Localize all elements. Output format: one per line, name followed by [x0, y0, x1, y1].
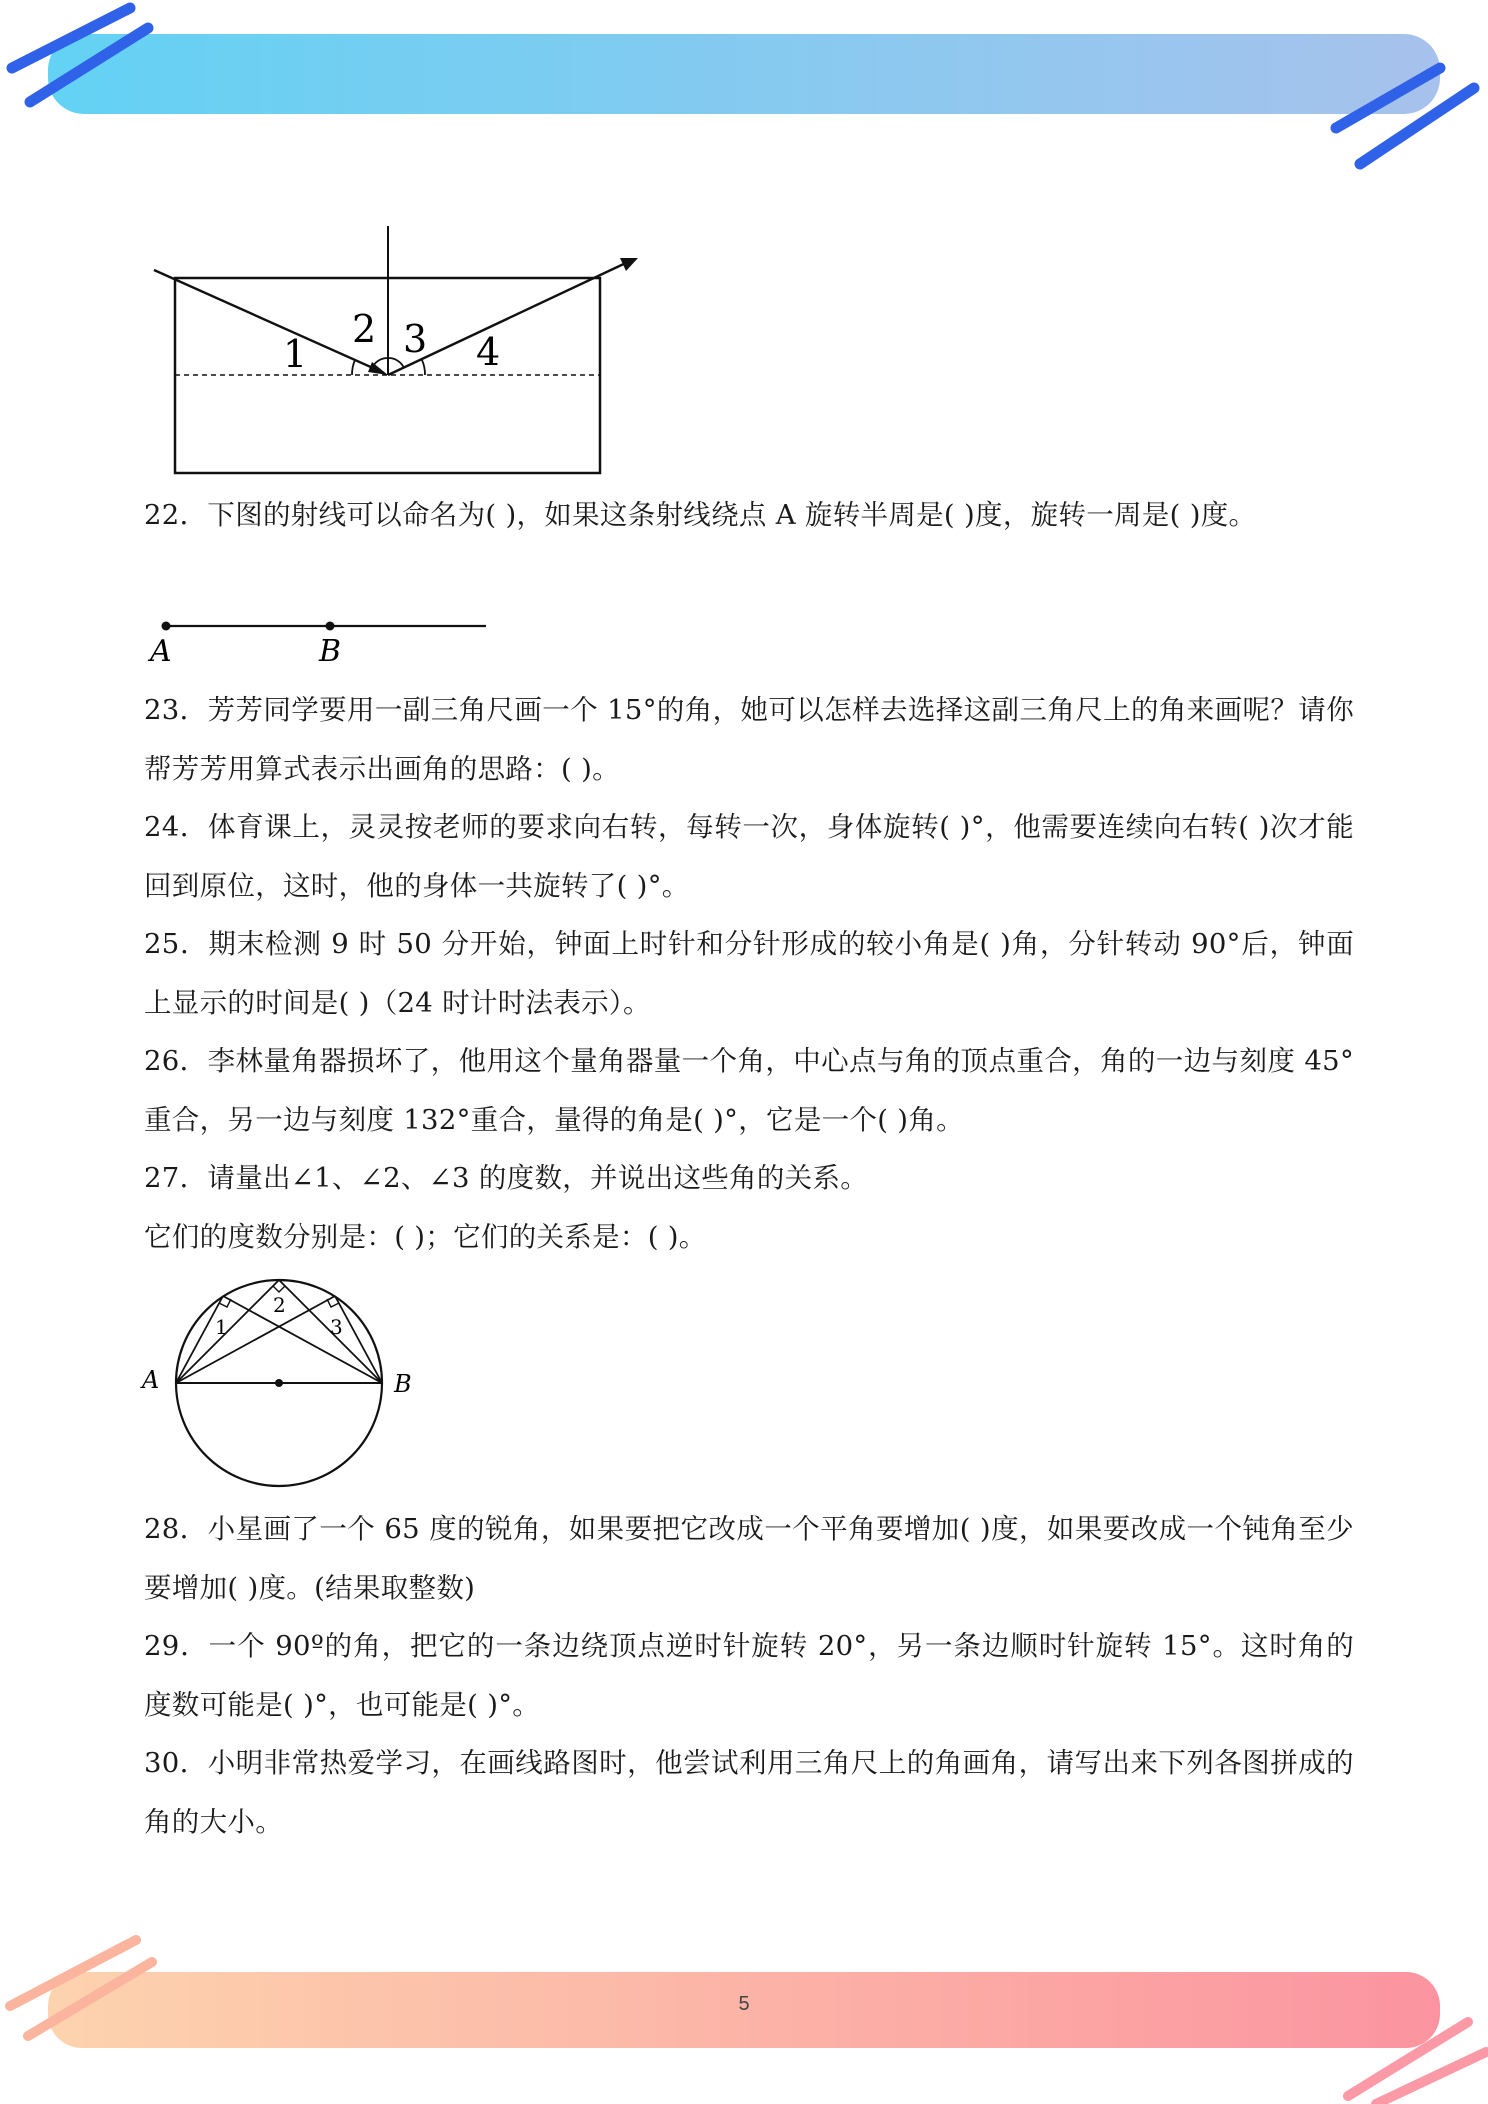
- point-b-dot: [326, 622, 335, 631]
- label-point-a: A: [150, 634, 172, 669]
- question-27-answer: 它们的度数分别是：( )；它们的关系是：( )。: [144, 1221, 707, 1253]
- header-band: [12, 8, 1474, 164]
- arc-angle-3: [388, 358, 404, 368]
- point-a-dot: [162, 622, 171, 631]
- question-28: 28．小星画了一个 65 度的锐角，如果要把它改成一个平角要增加( )度，如果要改成一个钝角至少要增加( )度。(结果取整数): [144, 1513, 1354, 1604]
- question-23: 23．芳芳同学要用一副三角尺画一个 15°的角，她可以怎样去选择这副三角尺上的角来画呢？请你帮芳芳用算式表示出画角的思路：( )。: [144, 694, 1354, 785]
- page-number: 5: [738, 1993, 750, 2015]
- question-30: 30．小明非常热爱学习，在画线路图时，他尝试利用三角尺上的角画角，请写出来下列各图拼成的角的大小。: [144, 1747, 1354, 1838]
- label-angle-1: 1: [283, 332, 308, 376]
- footer-band: [10, 1940, 1486, 2104]
- question-22: 22．下图的射线可以命名为( )，如果这条射线绕点 A 旋转半周是( )度，旋转一周是( )度。: [144, 499, 1257, 531]
- question-24: 24．体育课上，灵灵按老师的要求向右转，每转一次，身体旋转( )°，他需要连续向右转( )次才能回到原位，这时，他的身体一共旋转了( )°。: [144, 811, 1354, 902]
- label-angle-1: 1: [215, 1315, 228, 1339]
- label-angle-2: 2: [273, 1293, 286, 1317]
- circle-diagram: [138, 1272, 428, 1492]
- reflection-diagram: [140, 218, 660, 478]
- question-27: 27．请量出∠1、∠2、∠3 的度数，并说出这些角的关系。: [144, 1162, 869, 1194]
- question-26: 26．李林量角器损坏了，他用这个量角器量一个角，中心点与角的顶点重合，角的一边与刻度 45°重合，另一边与刻度 132°重合，量得的角是( )°，它是一个( )角。: [144, 1045, 1354, 1136]
- label-angle-3: 3: [330, 1315, 343, 1339]
- label-point-a: A: [142, 1366, 160, 1394]
- label-point-b: B: [319, 634, 342, 669]
- incident-ray: [154, 270, 384, 373]
- ray-diagram: [140, 606, 500, 670]
- question-25: 25．期末检测 9 时 50 分开始，钟面上时针和分针形成的较小角是( )角，分针转动 90°后，钟面上显示的时间是( )（24 时计时法表示）。: [144, 928, 1354, 1019]
- incident-arrowhead: [368, 362, 388, 375]
- label-point-b: B: [394, 1370, 412, 1398]
- label-angle-4: 4: [476, 330, 501, 374]
- center-dot: [275, 1379, 283, 1387]
- question-29: 29．一个 90º的角，把它的一条边绕顶点逆时针旋转 20°，另一条边顺时针旋转 15°。这时角的度数可能是( )°，也可能是( )°。: [144, 1630, 1354, 1721]
- label-angle-2: 2: [352, 307, 377, 351]
- label-angle-3: 3: [403, 317, 428, 361]
- arc-angle-4: [422, 360, 425, 375]
- arc-angle-1: [352, 360, 355, 375]
